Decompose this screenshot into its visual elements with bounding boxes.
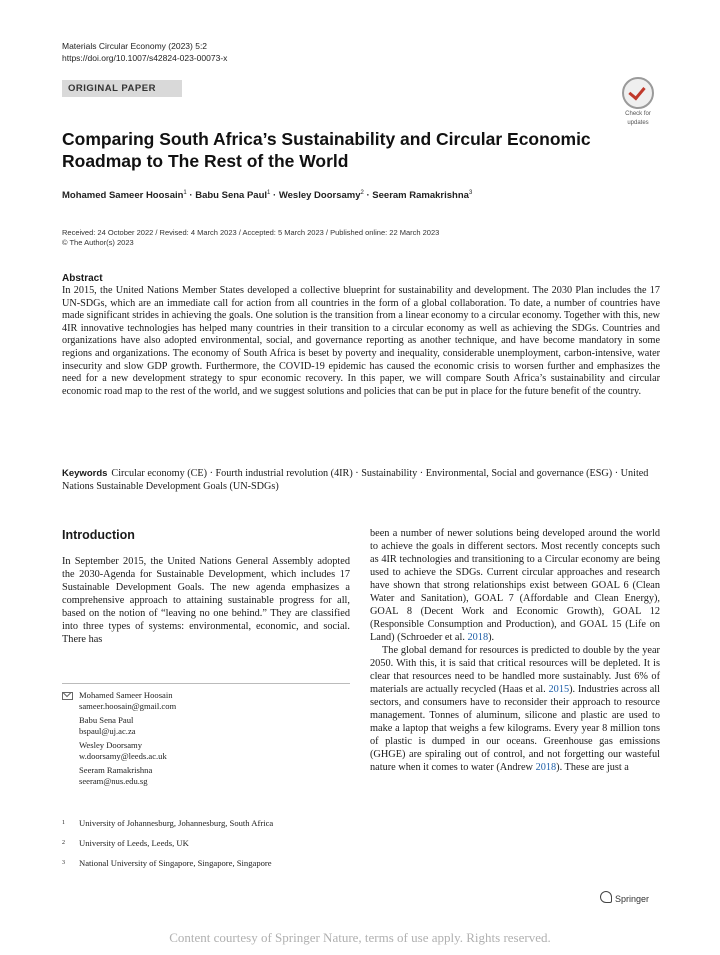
contact-email[interactable]: sameer.hoosain@gmail.com <box>79 700 177 711</box>
keywords-label: Keywords <box>62 468 108 479</box>
publication-dates: Received: 24 October 2022 / Revised: 4 March 2023 / Accepted: 5 March 2023 / Published online: 22 March 2023 <box>62 228 440 237</box>
affiliation-text: National University of Singapore, Singapore, Singapore <box>79 858 272 868</box>
affiliation-number: 2 <box>62 840 65 846</box>
paper-title: Comparing South Africa’s Sustainability and Circular Economic Roadmap to The Rest of the World <box>62 129 591 171</box>
citation-link[interactable]: 2018 <box>535 762 557 773</box>
doi-link[interactable]: https://doi.org/10.1007/s42824-023-00073-x <box>62 53 228 63</box>
affiliation-text: University of Johannesburg, Johannesburg, South Africa <box>79 818 274 828</box>
author-separator: · <box>270 190 279 202</box>
keywords-section <box>62 468 660 493</box>
affiliation-number: 1 <box>62 820 65 826</box>
check-for-updates[interactable] <box>614 77 662 127</box>
copyright-line: © The Author(s) 2023 <box>62 238 134 247</box>
paper-type-label: ORIGINAL PAPER <box>68 83 156 94</box>
intro-paragraph <box>370 644 660 774</box>
check-updates-label-1: Check for <box>625 111 651 117</box>
citation-link[interactable]: 2018 <box>467 632 489 643</box>
intro-paragraph-text: The global demand for resources is predicted to double by the year 2050. With this, it is said that critical resources will be depleted. It is clear that resources need to be handled more sustainably. Just 6% of materials are actually recycled (Haas et al. <box>370 645 660 695</box>
affiliation-text: University of Leeds, Leeds, UK <box>79 838 189 848</box>
contact-email[interactable]: bspaul@uj.ac.za <box>79 725 136 736</box>
intro-paragraph-text: ). <box>488 632 495 643</box>
author-separator: · <box>186 190 196 202</box>
author-name: Seeram Ramakrishna <box>372 190 469 202</box>
intro-paragraph <box>370 527 660 644</box>
publication-history <box>62 228 439 248</box>
citation-link[interactable]: 2015 <box>548 684 570 695</box>
author-name: Mohamed Sameer Hoosain <box>62 190 184 202</box>
author-affiliation-mark: 1 <box>183 190 187 196</box>
publisher-name: Springer <box>615 894 650 904</box>
keywords-list: Circular economy (CE) · Fourth industrial revolution (4IR) · Sustainability · Environmental, Social and governance (ESG) · United Nations Sustainable Development Goals (UN-SDGs) <box>62 468 649 492</box>
springer-logo-icon <box>600 891 612 903</box>
check-updates-icon[interactable] <box>622 77 654 109</box>
author-name: Babu Sena Paul <box>195 190 268 202</box>
paper-type-badge <box>62 80 182 97</box>
introduction-right-column <box>370 527 660 774</box>
author-affiliation-mark: 2 <box>360 190 364 196</box>
journal-header <box>62 40 227 64</box>
contact-entry <box>79 765 152 786</box>
author-separator: · <box>363 190 373 202</box>
contact-name: Babu Sena Paul <box>79 715 134 725</box>
contact-name: Seeram Ramakrishna <box>79 765 153 775</box>
author-affiliation-mark: 1 <box>267 190 271 196</box>
author-name: Wesley Doorsamy <box>278 190 361 202</box>
contact-email[interactable]: w.doorsamy@leeds.ac.uk <box>79 750 167 761</box>
journal-citation: Materials Circular Economy (2023) 5:2 <box>62 41 208 51</box>
author-list <box>62 190 662 201</box>
abstract-heading: Abstract <box>62 273 103 284</box>
envelope-icon <box>62 692 73 700</box>
publisher-mark <box>600 891 649 904</box>
contact-email[interactable]: seeram@nus.edu.sg <box>79 775 148 786</box>
introduction-left-column: In September 2015, the United Nations General Assembly adopted the 2030-Agenda for Sustainable Development, which includes 17 Sustainable Development Goals. The new agenda emphasizes a comprehensive approach to attaining sustainable progress for all, based on the notion of “leaving no one behind.” They are classified into three types of systems: environmental, economic, and social. There has <box>62 556 350 645</box>
check-updates-label-2: updates <box>627 120 649 126</box>
affiliation-number: 3 <box>62 860 65 866</box>
introduction-heading: Introduction <box>62 528 135 542</box>
contact-entry <box>79 740 167 761</box>
contact-name: Mohamed Sameer Hoosain <box>79 690 173 700</box>
contact-entry <box>79 715 136 736</box>
footnote-divider <box>62 683 350 684</box>
contact-name: Wesley Doorsamy <box>79 740 143 750</box>
intro-paragraph-text: ). Industries across all sectors, and consumers have to reconsider their approach to resource management. Tonnes of aluminum, silicone and plastic are used to make a laptop that weighs a few kilograms. Every year 8 million tons of plastic is dumped in our oceans. Greenhouse gas emissions (GHGE) are spiraling out of control, and not forgetting our wasteful nature when it comes to water (Andrew <box>370 684 661 773</box>
contact-entry <box>79 690 176 711</box>
page-footer-notice: Content courtesy of Springer Nature, terms of use apply. Rights reserved. <box>169 930 551 945</box>
abstract-text: In 2015, the United Nations Member States developed a collective blueprint for sustainability and development. The 2030 Plan includes the 17 UN-SDGs, which are an immediate call for action from all countries in the form of a global collaboration. To date, a number of countries have made significant strides in achieving the goals. One solution is the transition from a linear economy to a circular economy. Together with this, new 4IR innovative technologies has helped many countries in their transition to a circular economy as well as achieving the SDGs. Countries and organizations have also adopted environmental, social, and governance reporting as another technique, and have become mandatory in some regions and organizations. The economy of South Africa is beset by poverty and inequality, considerable unemployment, carbon-intensive, water insecurity and slow GDP growth. Furthermore, the COVID-19 epidemic has caused the economic crisis to worsen further and emphasizes the need for a new development strategy to spur economic recovery. In this paper, we will compare South Africa’s sustainability and circular economic road map to the rest of the world, and we suggest solutions and policies that can be put in place for the future benefit of the country. <box>62 285 660 397</box>
author-affiliation-mark: 3 <box>468 190 473 196</box>
intro-paragraph-text: been a number of newer solutions being developed around the world to achieve the goals in different sectors. Most recently concepts such as 4IR technologies and transitioning to a Circular economy are being used to achieve the SDGs. Current circular approaches and research have shown that strong relationships exist between GOAL 6 (Clean Water and Sanitation), GOAL 7 (Affordable and Clean Energy), GOAL 8 (Decent Work and Economic Growth), GOAL 12 (Responsible Consumption and Production), and GOAL 15 (Life on Land) (Schroeder et al. <box>370 528 660 643</box>
intro-paragraph-text: ). These are just a <box>556 762 629 773</box>
